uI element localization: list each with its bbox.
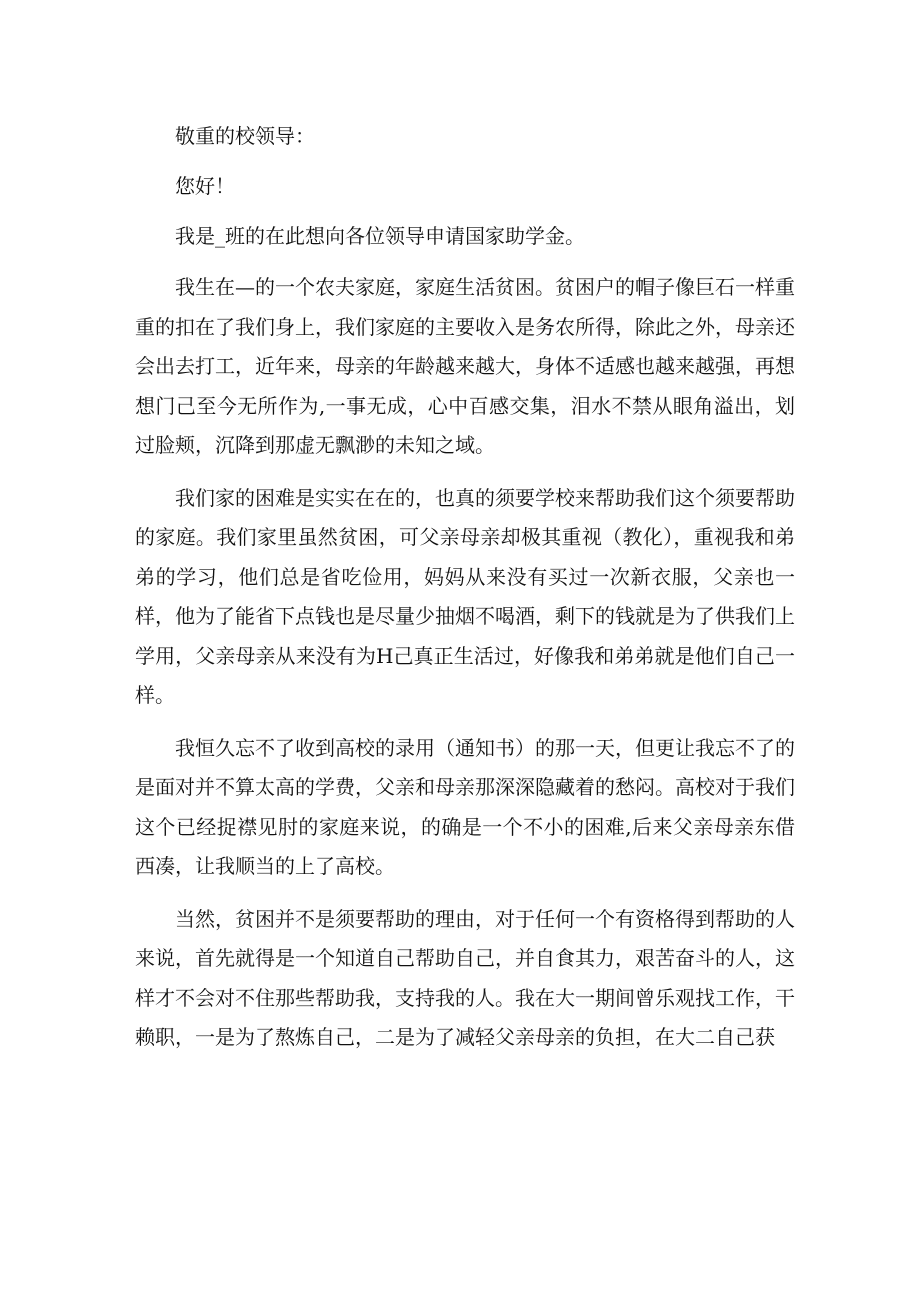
paragraph-family-difficulty: 我们家的困难是实实在在的，也真的须要学校来帮助我们这个须要帮助的家庭。我们家里虽然贫困，可父亲母亲却极其重视（教化），重视我和弟弟的学习，他们总是省吃俭用，妈妈从来没有买过一次新衣服，父亲也一样，他为了能省下点钱也是尽量少抽烟不喝酒，剩下的钱就是为了供我们上学用，父亲母亲从来没有为H己真正生活过，好像我和弟弟就是他们自己一样。 <box>135 485 795 707</box>
paragraph-self-reliance: 当然，贫困并不是须要帮助的理由，对于任何一个有资格得到帮助的人来说，首先就得是一个知道自己帮助自己，并自食其力，艰苦奋斗的人，这样才不会对不住那些帮助我，支持我的人。我在大一期间曾乐观找工作，干赖职，一是为了熬炼自己，二是为了减轻父亲母亲的负担，在大二自己获 <box>135 906 795 1049</box>
salutation: 敬重的校领导： <box>175 124 315 148</box>
intro-line: 我是_班的在此想向各位领导申请国家助学金。 <box>175 224 585 248</box>
paragraph-family-background: 我生在—的一个农夫家庭，家庭生活贫困。贫困户的帽子像巨石一样重重的扣在了我们身上，我们家庭的主要收入是务农所得，除此之外，母亲还会出去打工，近年来，母亲的年龄越来越大，身体不适感也越来越强，再想想门己至今无所作为,一事无成，心中百感交集，泪水不禁从眼角溢出，划过脸颊，沉降到那虚无飘渺的未知之域。 <box>135 275 795 457</box>
paragraph-admission: 我恒久忘不了收到高校的录用（通知书）的那一天，但更让我忘不了的是面对并不算太高的学费，父亲和母亲那深深隐藏着的愁闷。高校对于我们这个已经捉襟见肘的家庭来说，的确是一个不小的困难,后来父亲母亲东借西凑，让我顺当的上了高校。 <box>135 735 795 878</box>
letter-body <box>135 118 795 1071</box>
greeting: 您好！ <box>175 174 235 198</box>
